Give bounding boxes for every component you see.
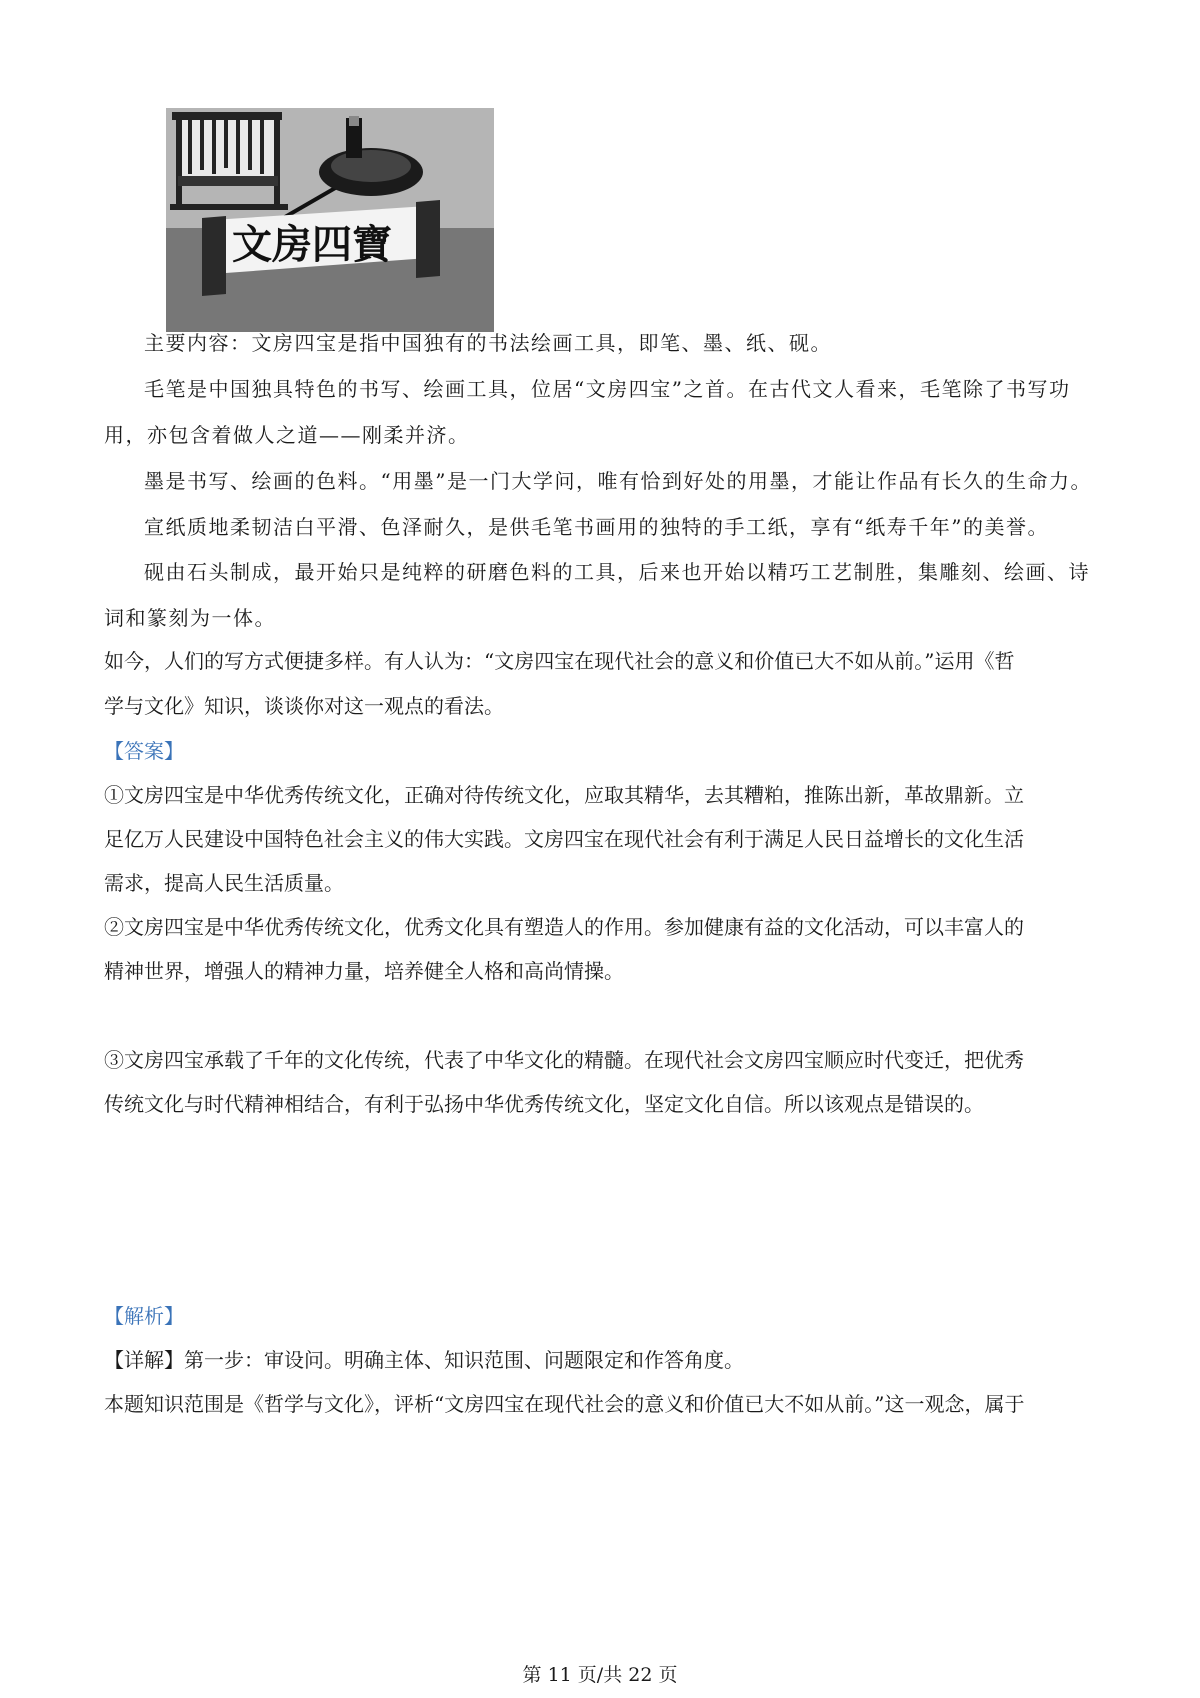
analysis-detail: 【详解】第一步：审设问。明确主体、知识范围、问题限定和作答角度。 [104,1348,744,1372]
answer-point-2-line-1: ②文房四宝是中华优秀传统文化，优秀文化具有塑造人的作用。参加健康有益的文化活动，可以丰富人的 [104,915,1024,939]
answer-point-2-line-2: 精神世界，增强人的精神力量，培养健全人格和高尚情操。 [104,959,624,983]
answer-point-3-line-2: 传统文化与时代精神相结合，有利于弘扬中华优秀传统文化，坚定文化自信。所以该观点是错误的。 [104,1092,984,1116]
answer-point-1-line-3: 需求，提高人民生活质量。 [104,871,344,895]
answer-point-3-line-1: ③文房四宝承载了千年的文化传统，代表了中华文化的精髓。在现代社会文房四宝顺应时代变迁，把优秀 [104,1048,1024,1072]
answer-point-1-line-2: 足亿万人民建设中国特色社会主义的伟大实践。文房四宝在现代社会有利于满足人民日益增长的文化生活 [104,827,1024,851]
question-line-1: 如今，人们的写方式便捷多样。有人认为：“文房四宝在现代社会的意义和价值已大不如从前。”运用《哲 [104,649,1015,673]
analysis-scope: 本题知识范围是《哲学与文化》，评析“文房四宝在现代社会的意义和价值已大不如从前。”这一观念，属于 [104,1392,1025,1416]
paper-paragraph: 宣纸质地柔韧洁白平滑、色泽耐久，是供毛笔书画用的独特的手工纸，享有“纸寿千年”的美誉。 [144,515,1049,539]
answer-point-1-line-1: ①文房四宝是中华优秀传统文化，正确对待传统文化，应取其精华，去其糟粕，推陈出新，革故鼎新。立 [104,783,1024,807]
brush-paragraph-line-1: 毛笔是中国独具特色的书写、绘画工具，位居“文房四宝”之首。在古代文人看来，毛笔除了书写功 [144,377,1071,401]
answer-label: 【答案】 [104,739,184,763]
question-line-2: 学与文化》知识，谈谈你对这一观点的看法。 [104,694,504,718]
four-treasures-drawing [166,108,494,332]
main-content-line: 主要内容：文房四宝是指中国独有的书法绘画工具，即笔、墨、纸、砚。 [144,331,832,355]
analysis-label: 【解析】 [104,1304,184,1328]
calligraphy-text: 文房四寶 [232,221,392,268]
four-treasures-illustration [166,108,494,332]
inkstone-paragraph-line-2: 词和篆刻为一体。 [104,606,276,630]
page-number: 第 11 页/共 22 页 [522,1664,678,1686]
inkstone-paragraph-line-1: 砚由石头制成，最开始只是纯粹的研磨色料的工具，后来也开始以精巧工艺制胜，集雕刻、绘画、诗 [144,560,1090,584]
brush-paragraph-line-2: 用，亦包含着做人之道——刚柔并济。 [104,423,470,447]
ink-paragraph: 墨是书写、绘画的色料。“用墨”是一门大学问，唯有恰到好处的用墨，才能让作品有长久的生命力。 [144,469,1092,493]
